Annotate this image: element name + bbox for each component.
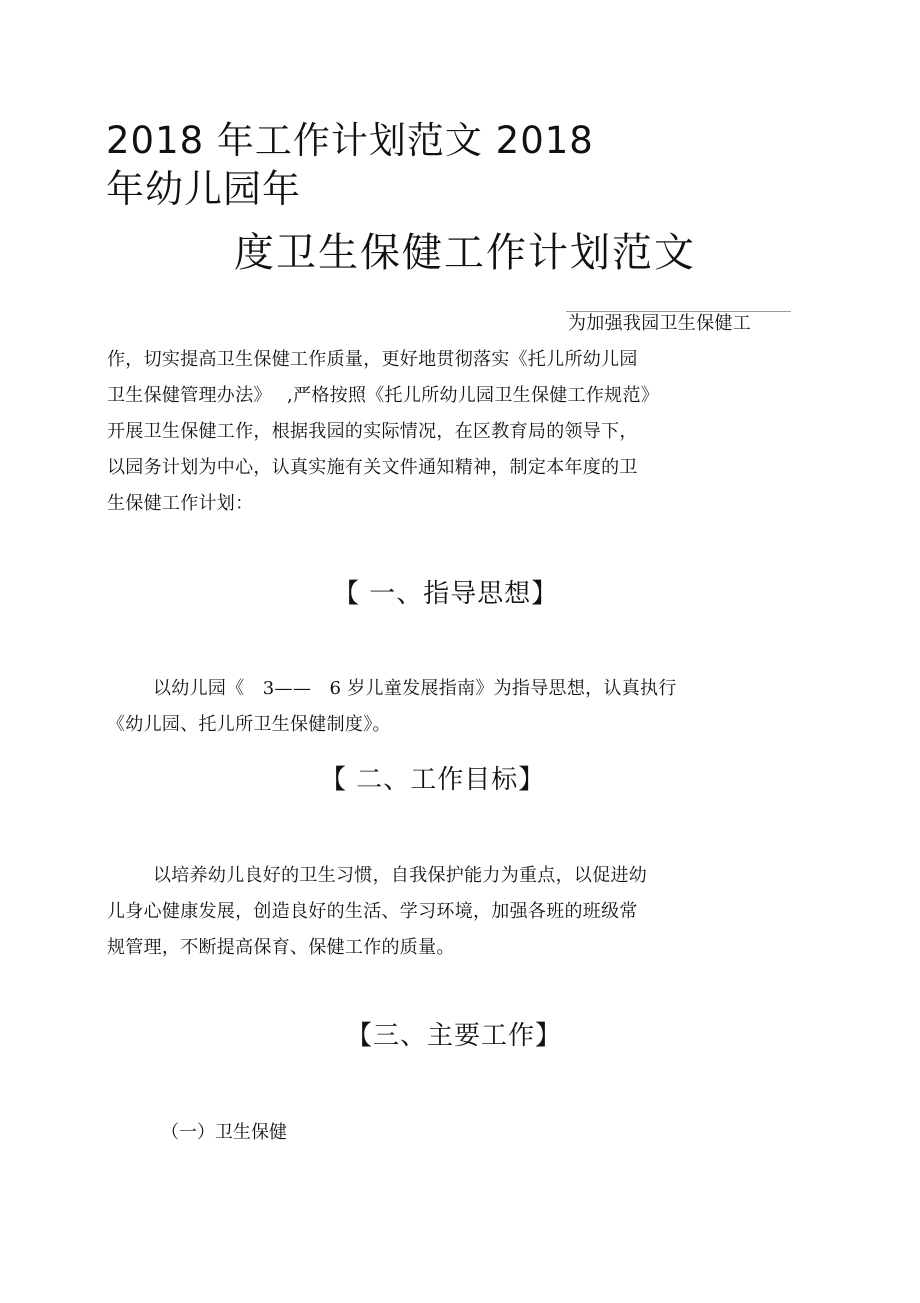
work-goals-line-1: 以培养幼儿良好的卫生习惯，自我保护能力为重点，以促进幼 <box>153 865 648 886</box>
section-heading-main-work: 【三、主要工作】 <box>346 1021 563 1051</box>
work-goals-line-3: 规管理，不断提高保育、保健工作的质量。 <box>107 937 455 958</box>
guiding-ideology-line-1: 以幼儿园《 3—— 6 岁儿童发展指南》为指导思想，认真执行 <box>153 678 677 699</box>
guiding-ideology-line-2: 《幼儿园、托儿所卫生保健制度》。 <box>107 714 391 735</box>
title-line-1: 2018 年工作计划范文 2018 <box>106 119 594 162</box>
subheading-health-care: （一）卫生保健 <box>161 1122 287 1143</box>
section-heading-work-goals: 【 二、工作目标】 <box>320 765 546 795</box>
intro-line-2: 作，切实提高卫生保健工作质量，更好地贯彻落实《托儿所幼儿园 <box>107 349 638 370</box>
intro-line-4: 开展卫生保健工作，根据我园的实际情况，在区教育局的领导下， <box>107 421 638 442</box>
title-line-2: 年幼儿园年 <box>106 167 302 211</box>
intro-line-3: 卫生保健管理办法》 ,严格按照《托儿所幼儿园卫生保健工作规范》 <box>107 385 660 406</box>
title-line-3: 度卫生保健工作计划范文 <box>234 230 696 276</box>
intro-line-6: 生保健工作计划： <box>107 493 254 514</box>
intro-line-5: 以园务计划为中心，认真实施有关文件通知精神，制定本年度的卫 <box>107 457 638 478</box>
intro-line-1: 为加强我园卫生保健工 <box>568 313 751 334</box>
section-heading-guiding-ideology: 【 一、指导思想】 <box>333 579 559 609</box>
work-goals-line-2: 儿身心健康发展，创造良好的生活、学习环境，加强各班的班级常 <box>107 901 638 922</box>
